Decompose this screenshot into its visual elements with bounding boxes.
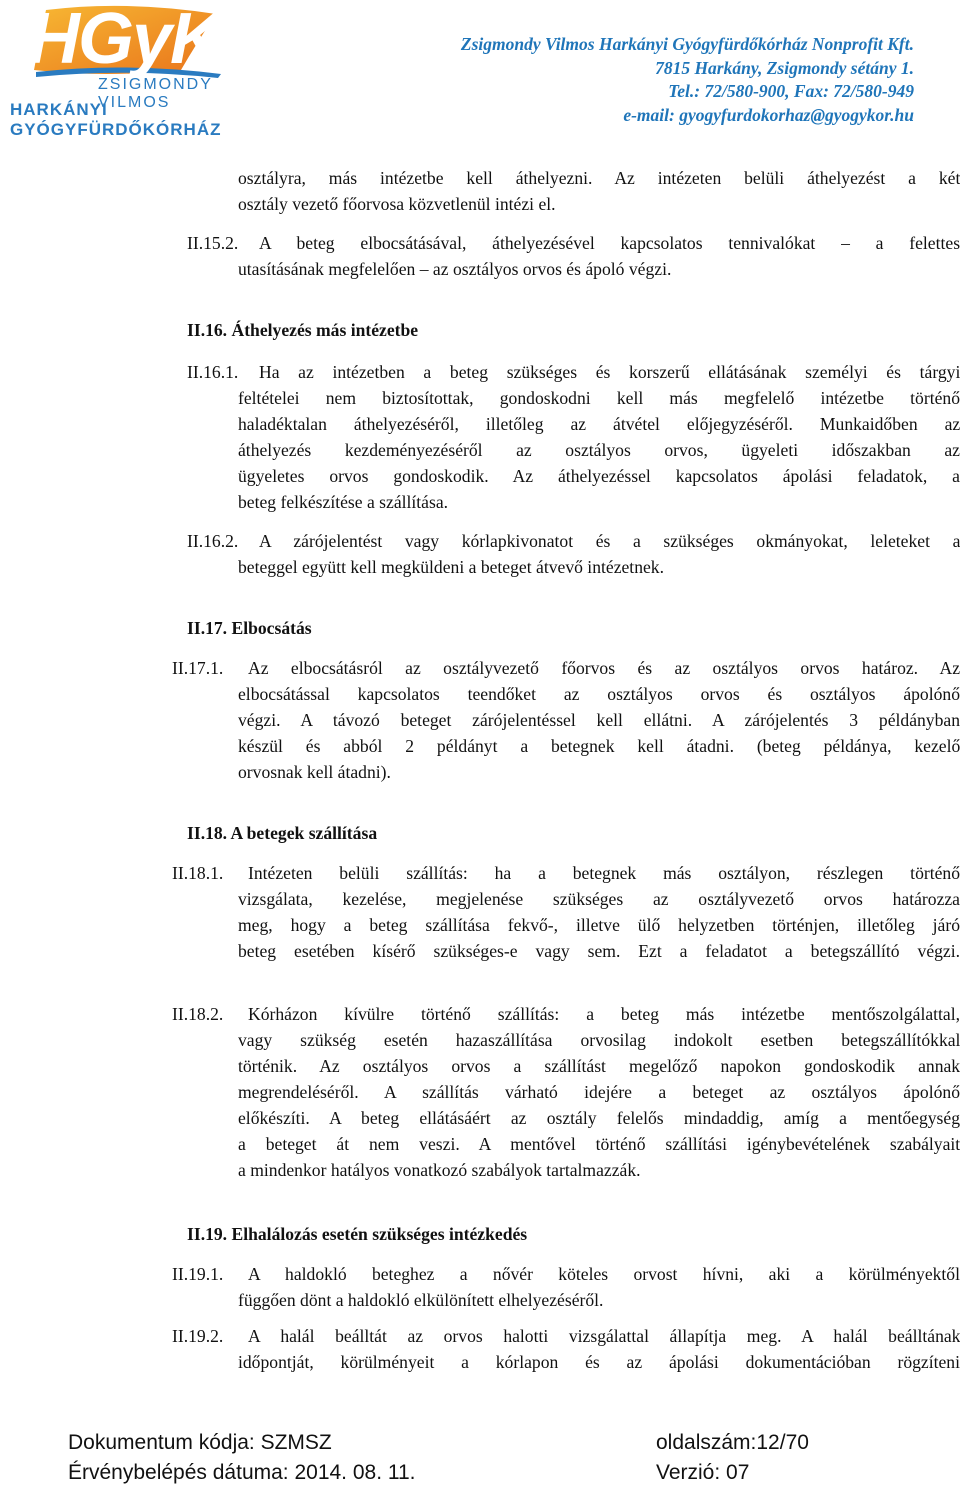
text-line: osztályra, más intézetbe kell áthelyezni. Az intézeten belüli áthelyezést a két	[238, 168, 960, 188]
paragraph-19-2	[238, 1349, 960, 1375]
paragraph-19-1-first	[248, 1261, 960, 1287]
section-number: II.16.1.	[187, 362, 239, 382]
paragraph-15-2	[259, 230, 960, 256]
section-number: II.19.2.	[172, 1326, 224, 1346]
text-line: utasításának megfelelően – az osztályos orvos és ápoló végzi.	[238, 259, 672, 279]
paragraph-18-1	[238, 886, 960, 964]
paragraph-16-1-first	[259, 359, 960, 385]
section-heading-17: II.17. Elbocsátás	[187, 618, 312, 638]
section-number: II.18.2.	[172, 1004, 224, 1024]
text-line: A haldokló beteghez a nővér köteles orvost hívni, aki a körülményektől	[248, 1264, 960, 1284]
section-number: II.16.2.	[187, 531, 239, 551]
section-heading-18: II.18. A betegek szállítása	[187, 823, 378, 843]
text-line: A beteg elbocsátásával, áthelyezésével kapcsolatos tennivalókat – a felettes	[259, 233, 960, 253]
hospital-logo	[6, 0, 266, 139]
paragraph-17-1-first	[248, 655, 960, 681]
text-line: beteggel együtt kell megküldeni a beteget átvevő intézetnek.	[238, 557, 664, 577]
paragraph-19-2-first	[248, 1323, 960, 1349]
version: Verzió: 07	[656, 1461, 750, 1484]
text-line: végzi. A távozó beteget zárójelentéssel kell ellátni. A zárójelentés 3 példányban	[238, 710, 960, 730]
text-line: vizsgálata, kezelése, megjelenése szükséges az osztályvezető orvos határozza	[238, 889, 960, 909]
section-number: II.18.1.	[172, 863, 224, 883]
company-name: Zsigmondy Vilmos Harkányi Gyógyfürdőkórház Nonprofit Kft.	[460, 34, 914, 54]
company-address: 7815 Harkány, Zsigmondy sétány 1.	[655, 57, 914, 78]
logo-wordmark: HGyK	[28, 0, 221, 79]
page-number: oldalszám:12/70	[656, 1431, 809, 1454]
text-line: beteg esetében kísérő szükséges-e vagy sem. Ezt a feladatot a betegszállító végzi.	[238, 941, 960, 961]
page-footer	[68, 1428, 828, 1488]
logo-subtitle-name: ZSIGMONDY VILMOS	[98, 76, 213, 111]
text-line: elbocsátással kapcsolatos teendőket az osztályos orvos és osztályos ápolónő	[238, 684, 960, 704]
paragraph-17-1	[238, 681, 960, 785]
text-line: Kórházon kívülre történő szállítás: a beteg más intézetbe mentőszolgálattal,	[248, 1004, 960, 1024]
text-line: ügyeletes orvos gondoskodik. Az áthelyezéssel kapcsolatos ápolási feladatok, a	[238, 466, 960, 486]
text-line: időpontját, körülményeit a kórlapon és az ápolási dokumentációban rögzíteni	[238, 1352, 960, 1372]
paragraph-18-1-first	[248, 860, 960, 886]
logo-subtitle-hospital: HARKÁNYI GYÓGYFÜRDŐKÓRHÁZ	[10, 100, 222, 139]
text-line: megrendeléséről. A szállítás várható idejére a beteget az osztályos ápolónő	[238, 1082, 960, 1102]
paragraph-15-2-cont	[238, 256, 960, 282]
text-line: Az elbocsátásról az osztályvezető főorvos és az osztályos orvos határoz. Az	[248, 658, 960, 678]
section-heading-16: II.16. Áthelyezés más intézetbe	[187, 320, 419, 340]
text-line: előkészíti. A beteg ellátásáért az osztály felelős mindaddig, amíg a mentőegység	[238, 1108, 960, 1128]
text-line: feltételei nem biztosítottak, gondoskodni kell más megfelelő intézetbe történő	[238, 388, 960, 408]
company-email: e-mail: gyogyfurdokorhaz@gyogykor.hu	[623, 104, 914, 125]
section-number: II.15.2.	[187, 233, 239, 253]
text-line: a mindenkor hatályos vonatkozó szabályok tartalmazzák.	[238, 1160, 641, 1180]
text-line: orvosnak kell átadni).	[238, 762, 391, 782]
paragraph-18-2-first	[248, 1001, 960, 1027]
paragraph-19-1	[238, 1287, 960, 1313]
text-line: Ha az intézetben a beteg szükséges és korszerű ellátásának személyi és tárgyi	[259, 362, 960, 382]
text-line: a beteget át nem veszi. A mentővel történő szállítási igénybevételének szabályait	[238, 1134, 960, 1154]
paragraph-16-2	[238, 554, 960, 580]
paragraph-18-2	[238, 1027, 960, 1183]
text-line: Intézeten belüli szállítás: ha a betegnek más osztályon, részlegen történő	[248, 863, 960, 883]
section-number: II.17.1.	[172, 658, 224, 678]
text-line: függően dönt a haldokló elkülönített elhelyezéséről.	[238, 1290, 604, 1310]
document-code: Dokumentum kódja: SZMSZ	[68, 1431, 332, 1454]
section-heading-19: II.19. Elhalálozás esetén szükséges intézkedés	[187, 1224, 528, 1244]
text-line: készül és abból 2 példányt a betegnek kell átadni. (beteg példánya, kezelő	[238, 736, 960, 756]
text-line: A halál beálltát az orvos halotti vizsgálattal állapítja meg. A halál beálltának	[248, 1326, 960, 1346]
text-line: haladéktalan áthelyezéséről, illetőleg az átvétel előjegyzéséről. Munkaidőben az	[238, 414, 960, 434]
section-number: II.19.1.	[172, 1264, 224, 1284]
text-line: történik. Az osztályos orvos a szállítást megelőző napokon gondoskodik annak	[238, 1056, 960, 1076]
text-line: osztály vezető főorvosa közvetlenül intézi el.	[238, 194, 556, 214]
page-header	[0, 0, 960, 150]
company-phone: Tel.: 72/580-900, Fax: 72/580-949	[668, 81, 914, 101]
text-line: A zárójelentést vagy kórlapkivonatot és a szükséges okmányokat, leleteket a	[259, 531, 960, 551]
text-line: meg, hogy a beteg szállítása fekvő-, illetve ülő helyzetben történjen, illetőleg járó	[238, 915, 960, 935]
paragraph-continuation	[238, 165, 960, 217]
paragraph-16-2-first	[259, 528, 960, 554]
text-line: áthelyezés kezdeményezéséről az osztályos orvos, ügyeleti időszakban az	[238, 440, 960, 460]
effective-date: Érvénybelépés dátuma: 2014. 08. 11.	[68, 1461, 416, 1484]
paragraph-16-1	[238, 385, 960, 515]
company-info	[461, 33, 914, 127]
text-line: beteg felkészítése a szállítása.	[238, 492, 449, 512]
text-line: vagy szükség esetén hazaszállítása orvosilag indokolt esetben betegszállítókkal	[238, 1030, 960, 1050]
